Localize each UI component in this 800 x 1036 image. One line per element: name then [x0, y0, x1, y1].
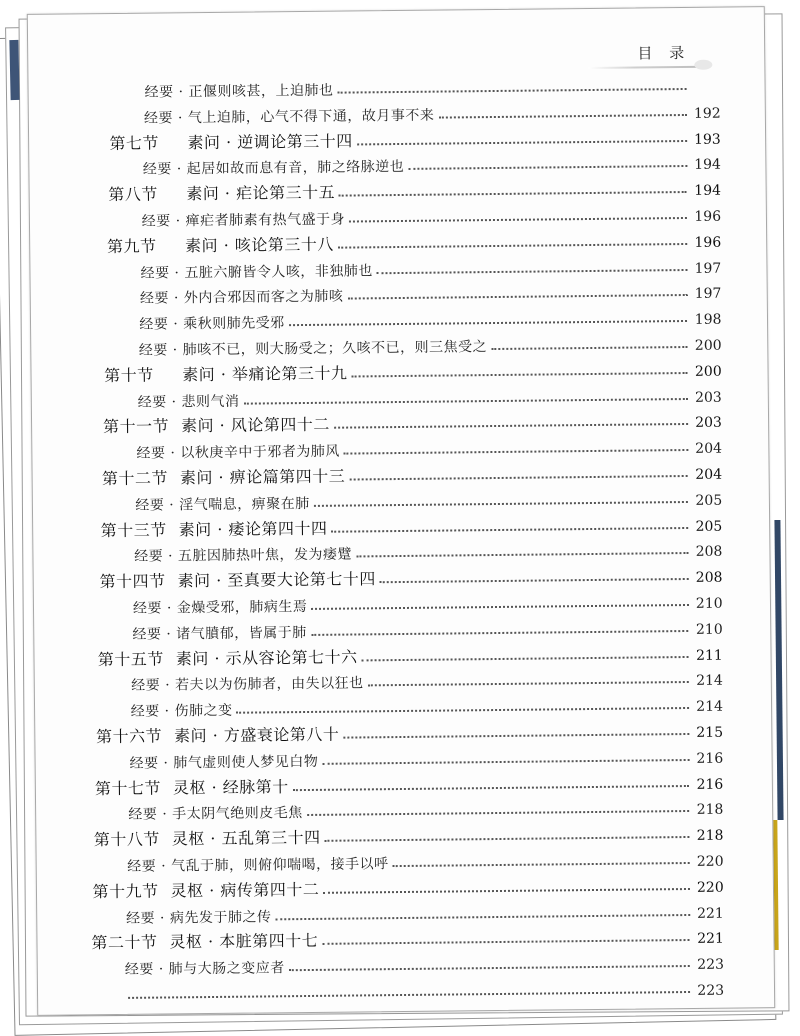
dot-leader	[128, 991, 690, 999]
entry-title: 经要 · 以秋庚辛中于邪者为肺风	[136, 441, 340, 463]
page-number: 196	[691, 209, 721, 225]
page-number: 197	[691, 260, 721, 276]
entry-title: 经要 · 肺咳不已，则大肠受之；久咳不已，则三焦受之	[139, 336, 488, 360]
page-number: 216	[693, 776, 723, 792]
entry-title: 经要 · 瘅疟者肺素有热气盛于身	[142, 209, 346, 231]
entry-title: 经要 · 淫气喘息，痹聚在肺	[135, 493, 310, 515]
entry-title: 经要 · 伤肺之变	[131, 700, 233, 721]
page-number: 204	[692, 441, 722, 457]
page-number: 210	[693, 596, 723, 612]
toc-entry-row	[140, 252, 721, 282]
entry-title: 经要 · 诸气膹郁，皆属于肺	[132, 622, 307, 644]
toc-entry-row	[126, 897, 724, 927]
section-heading	[102, 464, 345, 490]
section-title: 灵枢 · 经脉第十	[173, 777, 289, 797]
entry-title: 经要 · 五脏因肺热叶焦，发为痿躄	[134, 544, 352, 566]
toc-entry-row	[131, 691, 724, 721]
dot-leader	[349, 217, 687, 223]
dot-leader	[307, 810, 690, 816]
section-title: 灵枢 · 本脏第四十七	[169, 931, 318, 952]
entry-title: 经要 · 气乱于肺，则俯仰喘喝，接手以呼	[127, 853, 389, 876]
page-number: 223	[694, 983, 724, 999]
dot-leader	[438, 114, 686, 119]
dot-leader	[338, 243, 687, 249]
page-number: 193	[691, 131, 721, 147]
toc-entry-row	[131, 665, 723, 695]
dot-leader	[311, 630, 689, 636]
page-number: 197	[691, 286, 721, 302]
dot-leader	[237, 707, 689, 714]
dot-leader	[344, 449, 688, 455]
entry-title: 经要 · 金燥受邪，肺病生焉	[133, 596, 308, 618]
toc-entry-row	[125, 949, 724, 979]
section-heading	[104, 360, 347, 386]
toc-entry-row	[142, 201, 722, 231]
section-title: 素问 · 示从容论第七十六	[176, 647, 358, 668]
toc-entry-row	[136, 433, 722, 463]
entry-title: 经要 · 乘秋则肺先受邪	[139, 312, 285, 334]
page-number: 210	[693, 621, 723, 637]
page-number: 196	[691, 234, 721, 250]
cover-edge-blue	[9, 40, 19, 100]
dot-leader	[491, 346, 687, 350]
page-number: 216	[693, 750, 723, 766]
toc-entry-row	[134, 536, 722, 566]
toc-entry-row	[129, 742, 723, 772]
dot-leader	[339, 191, 687, 197]
page-number: 208	[692, 570, 722, 586]
dot-leader	[332, 527, 689, 533]
section-label: 第十一节	[103, 414, 181, 438]
toc-entry-row	[144, 97, 721, 127]
dot-leader	[334, 423, 688, 429]
page-number: 218	[693, 802, 723, 818]
toc-entry-row	[132, 613, 723, 643]
dot-leader	[380, 578, 689, 583]
dot-leader	[311, 604, 688, 610]
entry-title: 经要 · 手太阴气绝则皮毛焦	[128, 802, 303, 824]
section-label: 第十四节	[99, 569, 177, 593]
dot-leader	[349, 475, 688, 481]
dot-leader	[357, 140, 687, 145]
section-title: 素问 · 至真要大论第七十四	[177, 569, 375, 590]
dot-leader	[244, 398, 688, 405]
section-heading	[109, 128, 352, 154]
page-number: 214	[693, 673, 723, 689]
section-title: 素问 · 方盛衰论第八十	[174, 725, 339, 746]
dot-leader	[377, 269, 687, 274]
page-number: 205	[692, 518, 722, 534]
entry-title: 经要 · 气上迫肺，心气不得下通，故月事不来	[144, 104, 435, 127]
section-title: 素问 · 痿论第四十四	[179, 518, 328, 539]
section-label: 第七节	[109, 130, 187, 154]
section-heading	[98, 644, 358, 670]
section-title: 灵枢 · 病传第四十二	[171, 880, 320, 901]
dot-leader	[393, 862, 690, 867]
page-header-title: 目 录	[637, 42, 690, 64]
toc-entry-row	[127, 846, 724, 876]
section-title: 素问 · 风论第四十二	[181, 415, 330, 436]
section-heading	[96, 722, 339, 748]
section-heading	[94, 825, 321, 850]
toc-entry-row	[140, 278, 722, 308]
entry-title: 经要 · 肺与大肠之变应者	[125, 957, 285, 979]
page-number: 194	[691, 183, 721, 199]
section-label: 第十八节	[94, 827, 172, 851]
section-heading	[92, 877, 319, 902]
section-title: 素问 · 疟论第三十五	[186, 183, 335, 204]
entry-title: 经要 · 悲则气消	[138, 390, 240, 411]
dot-leader	[368, 681, 689, 686]
section-heading	[107, 231, 334, 256]
table-of-contents	[28, 71, 764, 79]
section-title: 素问 · 痹论篇第四十三	[180, 467, 345, 488]
toc-entry-row	[143, 149, 721, 179]
dot-leader	[322, 759, 689, 765]
page-number: 203	[692, 389, 722, 405]
section-label: 第九节	[107, 233, 185, 257]
toc-entry-row	[135, 484, 722, 514]
page-number: 215	[693, 725, 723, 741]
page-number: 198	[691, 312, 721, 328]
dot-leader	[362, 656, 689, 661]
page-number: 223	[694, 957, 724, 973]
dot-leader	[323, 888, 689, 894]
toc-entry-row	[124, 975, 724, 1005]
section-heading	[108, 180, 335, 205]
toc-entry-row	[139, 330, 722, 360]
dot-leader	[322, 939, 690, 945]
entry-title: 经要 · 外内合邪因而客之为肺咳	[140, 286, 344, 308]
page-number: 220	[694, 854, 724, 870]
dot-leader	[337, 88, 686, 94]
section-title: 素问 · 举痛论第三十九	[182, 363, 347, 384]
entry-title: 经要 · 起居如故而息有音，肺之络脉逆也	[143, 156, 405, 179]
section-heading	[103, 412, 330, 437]
section-heading	[99, 566, 375, 592]
page-number: 221	[694, 905, 724, 921]
toc-page	[27, 6, 775, 1016]
page-number: 208	[692, 544, 722, 560]
dot-leader	[325, 836, 690, 842]
page-number: 200	[692, 338, 722, 354]
section-heading	[91, 928, 318, 953]
page-number: 203	[692, 415, 722, 431]
section-heading	[95, 774, 289, 799]
dot-leader	[347, 294, 687, 300]
section-label: 第十节	[104, 362, 182, 386]
dot-leader	[293, 785, 690, 791]
section-title: 灵枢 · 五乱第三十四	[172, 828, 321, 849]
page-number: 192	[691, 105, 721, 121]
page-number: 218	[693, 828, 723, 844]
section-label: 第十三节	[101, 517, 179, 541]
dot-leader	[289, 965, 690, 971]
section-label: 第八节	[108, 181, 186, 205]
section-label: 第十七节	[95, 775, 173, 799]
dot-leader	[408, 165, 687, 170]
toc-entry-row	[128, 794, 723, 824]
page-number: 200	[692, 363, 722, 379]
page-number: 220	[694, 879, 724, 895]
toc-entry-row	[144, 72, 720, 102]
section-label: 第十二节	[102, 465, 180, 489]
section-heading	[101, 515, 328, 540]
page-number: 221	[694, 931, 724, 947]
page-number: 214	[693, 699, 723, 715]
dot-leader	[275, 914, 689, 920]
dot-leader	[289, 320, 688, 326]
header-rule	[588, 66, 704, 69]
section-label: 第十五节	[98, 646, 176, 670]
page-number: 211	[693, 647, 723, 663]
toc-entry-row	[133, 588, 723, 618]
toc-entry-row	[139, 304, 721, 334]
dot-leader	[356, 552, 688, 557]
page-number: 194	[691, 157, 721, 173]
entry-title: 经要 · 五脏六腑皆令人咳，非独肺也	[140, 260, 373, 282]
page-number: 204	[692, 467, 722, 483]
section-label: 第十六节	[96, 723, 174, 747]
dot-leader	[351, 372, 687, 378]
dot-leader	[314, 501, 689, 507]
section-title: 素问 · 逆调论第三十四	[187, 131, 352, 152]
section-title: 素问 · 咳论第三十八	[185, 234, 334, 255]
entry-title: 经要 · 正偃则咳甚，上迫肺也	[144, 80, 333, 102]
page-number: 205	[692, 492, 722, 508]
dot-leader	[343, 733, 689, 739]
toc-entry-row	[137, 381, 721, 411]
entry-title: 经要 · 病先发于肺之传	[126, 906, 272, 928]
entry-title: 经要 · 若夫以为伤肺者，由失以狂也	[131, 673, 364, 695]
entry-title: 经要 · 肺气虚则使人梦见白物	[129, 751, 318, 773]
section-label: 第十九节	[92, 878, 170, 902]
section-label: 第二十节	[91, 930, 169, 954]
